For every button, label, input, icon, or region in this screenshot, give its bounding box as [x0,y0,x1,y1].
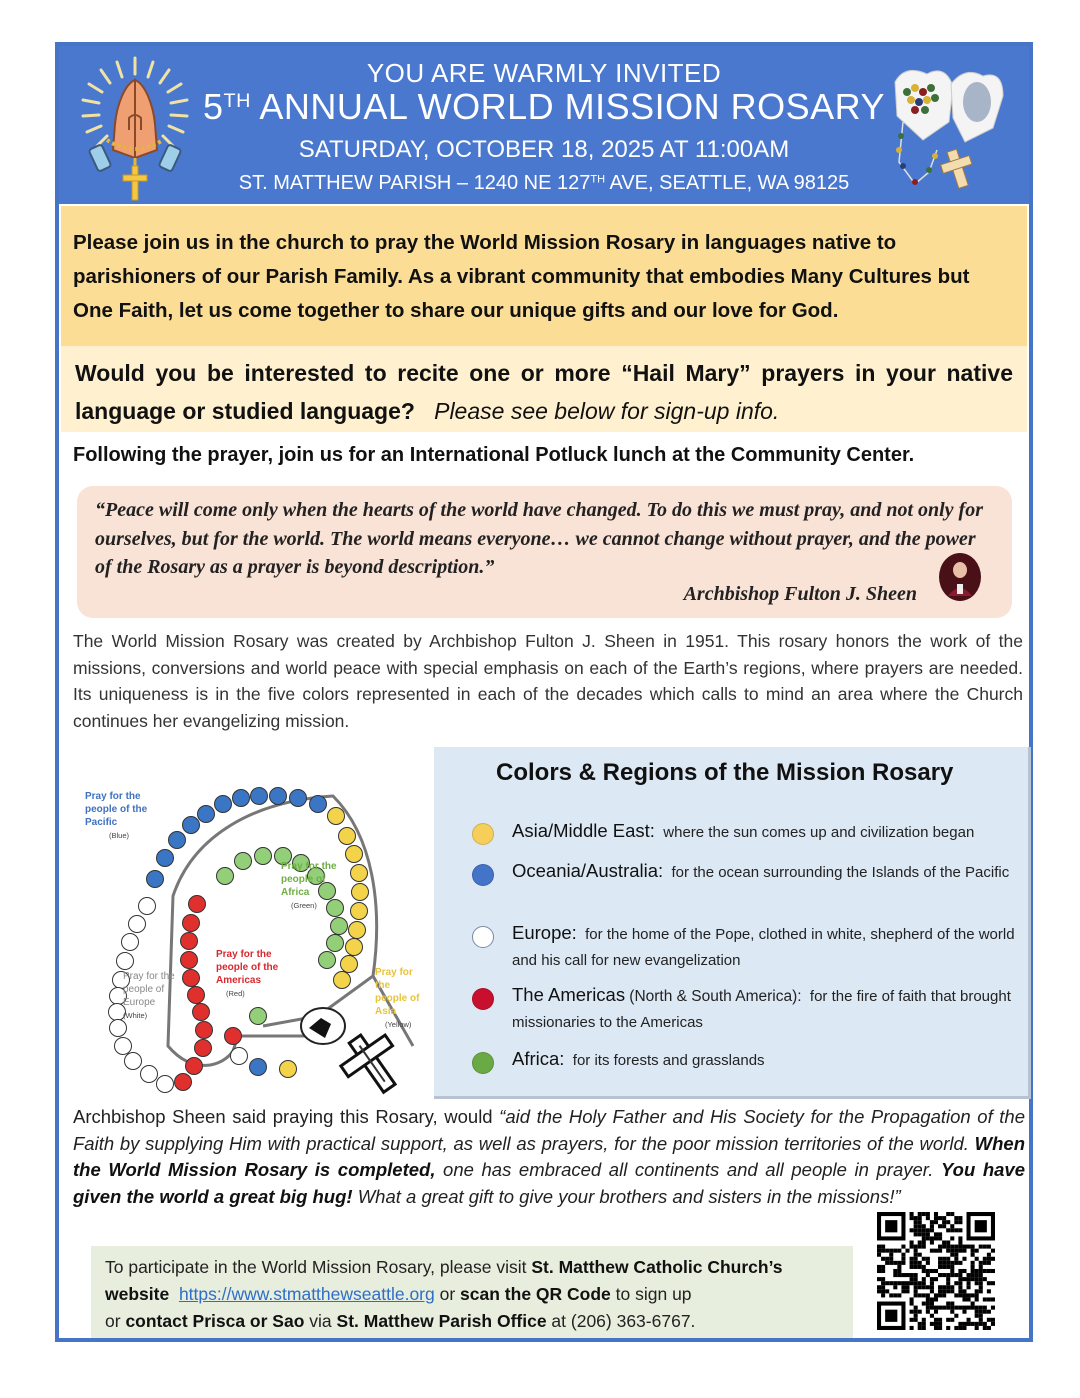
rosary-bead [181,952,198,969]
legend-item-europe [512,920,1032,974]
rosary-bead [351,865,368,882]
label-pacific-text: Pray for the people of the Pacific [85,791,148,828]
rosary-bead [351,903,368,920]
rosary-bead [341,956,358,973]
region-description: for the ocean surrounding the Islands of the Pacific [671,864,1010,881]
rosary-bead [251,788,268,805]
region-name: The Americas [512,984,626,1005]
rosary-bead [169,832,186,849]
parish-office: St. Matthew Parish Office [336,1311,547,1331]
rosary-bead [331,918,348,935]
rosary-bead [280,1061,297,1078]
scan-qr-text: scan the QR Code [460,1284,611,1304]
ask-section [61,346,1027,432]
rosary-bead [189,896,206,913]
blue-bead-icon [472,864,494,886]
rosary-bead [122,934,139,951]
address-part-2: AVE, SEATTLE, WA 98125 [605,172,850,194]
red-bead-icon [472,988,494,1010]
rosary-bead [328,808,345,825]
white-bead-icon [472,926,494,948]
region-name: Africa: [512,1048,565,1069]
rosary-bead [110,1020,127,1037]
rosary-bead [147,871,164,888]
header-date: SATURDAY, OCTOBER 18, 2025 AT 11:00AM [298,136,790,163]
rosary-bead [233,790,250,807]
phone-number: at (206) 363-6767. [546,1311,696,1331]
rosary-bead [115,1038,132,1055]
region-description: where the sun comes up and civilization began [663,824,975,841]
rosary-bead [129,916,146,933]
label-americas [216,948,296,1000]
label-asia-text: Pray for the people of Asia [375,967,420,1017]
rosary-bead [235,853,252,870]
legend-title: Colors & Regions of the Mission Rosary [496,759,954,786]
header-title [59,86,1029,128]
colors-regions-legend [434,747,1031,1099]
sheen-quote-box [77,486,1012,618]
rosary-bead [352,884,369,901]
rosary-bead [139,898,156,915]
rosary-bead [186,1058,203,1075]
title-ordinal: TH [223,90,251,113]
sheen-said-quote-2: one has embraced all continents and all people in prayer. [435,1159,941,1180]
sheen-said-quote-3: What a great gift to give your brothers and sisters in the missions!” [352,1185,901,1207]
label-americas-text: Pray for the people of the Americas [216,949,279,986]
label-africa-text: Pray for the people of Africa [281,861,337,898]
legend-item-asia [512,818,1032,846]
region-name: Asia/Middle East: [512,820,655,841]
signup-text: To participate in the World Mission Rosary, please visit [105,1257,532,1277]
sheen-said-bold-1: When the World Mission Rosary is completed, [73,1132,1025,1180]
sheen-said-quote: “aid the Holy Father and His Society for the Propagation of the Faith by supplying Him with practical support, as well as prayers, for the poor mission territories of the world. [73,1106,1025,1154]
church-name: St. Matthew Catholic Church’s website [105,1257,783,1304]
label-africa [281,860,343,912]
rosary-bead [327,935,344,952]
label-africa-color: (Green) [291,901,317,910]
rosary-bead [231,1048,248,1065]
rosary-bead [217,868,234,885]
sheen-portrait-icon [938,552,982,602]
region-name: Oceania/Australia: [512,860,664,881]
sheen-said-bold-2: You have given the world a great big hug! [73,1159,1026,1207]
rosary-diagram [73,746,433,1101]
green-bead-icon [472,1052,494,1074]
label-asia-color: (Yellow) [385,1020,412,1029]
rosary-bead [290,790,307,807]
address-part-1: ST. MATTHEW PARISH – 1240 NE 127 [238,172,591,194]
region-name: Europe: [512,922,577,943]
label-europe-text: Pray for the people of Europe [123,971,175,1008]
crucifix-icon [333,1024,412,1101]
rosary-bead [346,939,363,956]
rosary-bead [183,817,200,834]
label-americas-color: (Red) [226,989,245,998]
ask-note: Please see below for sign-up info. [434,398,780,424]
rosary-bead [270,788,287,805]
legend-item-americas [512,982,1032,1036]
label-pacific [85,790,155,842]
rosary-bead [188,987,205,1004]
legend-item-africa [512,1046,1032,1074]
rosary-bead [196,1022,213,1039]
flyer-frame [55,42,1033,1342]
signup-box [91,1246,853,1338]
rosary-bead [225,1028,242,1045]
yellow-bead-icon [472,823,494,845]
quote-author: Archbishop Fulton J. Sheen [683,583,917,605]
rosary-bead [183,915,200,932]
signup-text: or [105,1311,126,1331]
rosary-bead [117,953,134,970]
potluck-note: Following the prayer, join us for an International Potluck lunch at the Community Center. [73,444,915,466]
rosary-bead [319,952,336,969]
rosary-bead [175,1074,192,1091]
region-subname: (North & South America): [629,988,802,1005]
rosary-bead [334,972,351,989]
address-ordinal: TH [590,173,606,186]
label-europe-color: (White) [123,1011,148,1020]
header-invite: YOU ARE WARMLY INVITED [366,58,722,88]
rosary-bead [346,846,363,863]
rosary-bead [141,1066,158,1083]
label-pacific-color: (Blue) [109,831,130,840]
rosary-bead [339,828,356,845]
rosary-bead [157,1076,174,1093]
rosary-bead [349,922,366,939]
sheen-said-paragraph [73,1104,1025,1210]
rosary-bead [250,1008,267,1025]
rosary-bead [193,1004,210,1021]
signup-text: to sign up [610,1284,692,1304]
header-address [59,172,1029,195]
rosary-bead [181,933,198,950]
rosary-bead [310,796,327,813]
rosary-heart-box-icon [885,62,1015,192]
sheen-said-intro: Archbishop Sheen said praying this Rosary, would [73,1106,500,1127]
history-paragraph: The World Mission Rosary was created by Archbishop Fulton J. Sheen in 1951. This rosary honors the work of the missions, conversions and world peace with special emphasis on each of the Earth’s regions, where prayers are needed. Its uniqueness is in the five colors represented in each of the decades which calls to mind an area where the Church continues her evangelizing mission. [73,631,1023,731]
rosary-bead [198,806,215,823]
website-link[interactable]: https://www.stmatthewseattle.org [178,1284,435,1304]
legend-item-oceania [512,858,1032,886]
header-banner [59,46,1029,204]
contact-names: contact Prisca or Sao [125,1311,305,1331]
region-description: for its forests and grasslands [572,1052,765,1069]
region-description: for the fire of faith that brought missionaries to the Americas [512,988,1011,1031]
label-asia [375,966,423,1031]
region-description: for the home of the Pope, clothed in white, shepherd of the world and his call for new evangelization [512,926,1015,969]
rosary-bead [157,850,174,867]
rosary-bead [250,1059,267,1076]
ask-question: Would you be interested to recite one or more “Hail Mary” prayers in your native language or studied language? [75,360,1013,424]
rosary-bead [195,1040,212,1057]
quote-text: “Peace will come only when the hearts of the world have changed. To do this we must pray, and not only for ourselves, but for the world. The world means everyone… we cannot change without prayer, and the power of the Rosary as a prayer is beyond description.” [95,499,983,578]
rosary-bead [125,1053,142,1070]
label-europe [123,970,187,1022]
rosary-bead [255,848,272,865]
signup-text: or [434,1284,461,1304]
title-number: 5 [202,86,224,127]
signup-text: via [304,1311,337,1331]
title-text: ANNUAL WORLD MISSION ROSARY [250,86,886,127]
rosary-bead [215,796,232,813]
qr-code-icon[interactable] [877,1212,995,1330]
intro-paragraph: Please join us in the church to pray the World Mission Rosary in languages native to parishioners of our Parish Family. As a vibrant community that embodies Many Cultures but One Faith, let us come together to share our unique gifts and our love for God. [61,206,1027,346]
